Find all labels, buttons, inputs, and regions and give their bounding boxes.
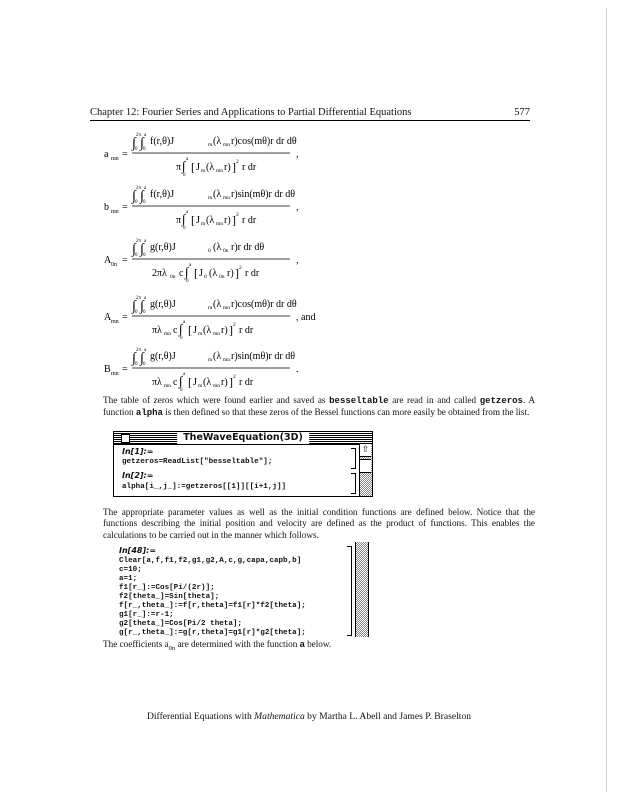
code-line[interactable]: f2[theta_]=Sin[theta]; — [119, 593, 220, 601]
bessel-j: J — [196, 162, 200, 173]
equation-svg — [100, 293, 360, 345]
equals-sign: = — [122, 255, 128, 266]
bracket: [ — [188, 375, 192, 389]
equation-punctuation: , — [296, 149, 299, 160]
integral-sign: ∫ — [140, 351, 144, 366]
integral-sign: ∫ — [132, 299, 136, 314]
equation-lhs-subscript: mn — [111, 209, 119, 215]
denominator-text: π — [176, 215, 182, 226]
bessel-subscript: m — [201, 221, 206, 227]
denominator-tail: r dr — [242, 215, 257, 226]
input-label-2: In[2]:= — [122, 471, 154, 480]
r-text: r) — [224, 162, 231, 173]
equation-4 — [100, 293, 360, 348]
code-line[interactable]: Clear[a,f,f1,f2,g1,g2,A,c,g,capa,capb,b] — [119, 557, 302, 565]
bracket: ] — [232, 160, 236, 174]
integral-limit: 2π — [136, 296, 142, 301]
denominator-tail: r dr — [245, 268, 260, 279]
equation-2 — [100, 183, 360, 238]
equation-lhs-subscript: mn — [111, 156, 119, 162]
integral-sign: ∫ — [132, 242, 136, 257]
page-number: 577 — [514, 107, 530, 118]
code-line[interactable]: g2[theta_]=Cos[Pi/2 theta]; — [119, 620, 243, 628]
bracket: ] — [229, 323, 233, 337]
equals-sign: = — [122, 312, 128, 323]
integral-limit: 2π — [136, 133, 142, 138]
header-rule — [90, 120, 530, 121]
code-line[interactable]: f1[r_]:=Cos[Pi/(2r)]; — [119, 584, 215, 592]
integral-limit: 0 — [143, 253, 146, 258]
code-alpha: alpha — [135, 408, 163, 419]
r-text: r) — [221, 377, 228, 388]
lambda-subscript: mn — [213, 331, 221, 337]
code-getzeros: getzeros — [479, 396, 523, 406]
footer-text-1: Differential Equations with — [146, 711, 255, 722]
integral-limit: 0 — [180, 388, 183, 393]
square-exponent: 2 — [239, 265, 242, 271]
integral-limit: 0 — [143, 310, 146, 315]
equation-3 — [100, 236, 360, 291]
lambda-subscript: mn — [223, 305, 231, 311]
page-edge-line — [606, 8, 607, 792]
integral-limit: 2π — [136, 348, 142, 353]
equals-sign: = — [122, 202, 128, 213]
bessel-j: J — [196, 215, 200, 226]
integral-sign: ∫ — [132, 189, 136, 204]
integral-sign: ∫ — [182, 158, 186, 173]
numerator-tail: r)cos(mθ)r dr dθ — [231, 136, 297, 147]
numerator-text: (λ — [213, 299, 222, 310]
integral-limit: a — [144, 296, 147, 301]
integral-sign: ∫ — [179, 321, 183, 336]
bracket: ] — [235, 266, 239, 280]
bracket: ] — [232, 213, 236, 227]
r-text: r) — [221, 325, 228, 336]
square-exponent: 2 — [233, 322, 236, 328]
equation-5 — [100, 345, 360, 400]
equals-sign: = — [122, 149, 128, 160]
integral-limit: 0 — [135, 200, 138, 205]
paragraph-parameters: The appropriate parameter values as well as the initial condition functions are defined below. Notice that the functions describing the initial position and velocity are defined as the product of functions. This enables the calculations to be carried out in the manner which follows. — [103, 507, 535, 540]
code-line[interactable]: g1[r_]:=r-1; — [119, 611, 174, 619]
page-footer — [0, 711, 618, 722]
denominator-subscript: mn — [164, 383, 172, 389]
notebook-window-wave-equation[interactable] — [113, 431, 373, 497]
r-text: r) — [224, 215, 231, 226]
integral-sign: ∫ — [185, 264, 189, 279]
square-exponent: 2 — [236, 212, 239, 218]
lambda: (λ — [209, 268, 218, 279]
integral-limit: 0 — [143, 147, 146, 152]
integral-sign: ∫ — [132, 351, 136, 366]
bracket: [ — [194, 266, 198, 280]
equation-lhs: a — [104, 149, 109, 160]
numerator-subscript: m — [208, 305, 213, 311]
denominator-c: c — [173, 377, 178, 388]
code-line[interactable]: f[r_,theta_]:=f[r,theta]=f1[r]*f2[theta]; — [119, 602, 306, 610]
denominator-c: c — [173, 325, 178, 336]
scroll-thumb[interactable] — [360, 459, 371, 473]
integral-limit: 2π — [136, 239, 142, 244]
equation-svg — [100, 130, 360, 182]
equation-lhs: A — [104, 312, 112, 323]
denominator-tail: r dr — [239, 377, 254, 388]
integral-limit: a — [183, 372, 186, 377]
integral-limit: 0 — [183, 173, 186, 178]
integral-limit: 0 — [143, 362, 146, 367]
lambda-subscript: mn — [223, 357, 231, 363]
integral-limit: 0 — [180, 336, 183, 341]
code-line-getzeros[interactable]: getzeros=ReadList["besseltable"]; — [122, 458, 273, 466]
denominator-c: c — [179, 268, 184, 279]
paragraph-coefficients — [103, 639, 535, 654]
numerator-subscript: m — [208, 195, 213, 201]
lambda: (λ — [206, 215, 215, 226]
input-label-1: In[1]:= — [122, 447, 154, 456]
equals-sign: = — [122, 364, 128, 375]
integral-limit: a — [183, 320, 186, 325]
numerator-subscript: m — [208, 357, 213, 363]
integral-limit: a — [144, 186, 147, 191]
bessel-subscript: m — [198, 383, 203, 389]
bessel-subscript: 0 — [204, 274, 207, 280]
integral-limit: 0 — [135, 147, 138, 152]
lambda: (λ — [206, 162, 215, 173]
bessel-subscript: m — [201, 168, 206, 174]
integral-limit: 0 — [135, 253, 138, 258]
para3-subscript: 0n — [168, 644, 176, 652]
bessel-j: J — [199, 268, 203, 279]
lambda-subscript: mn — [223, 195, 231, 201]
integral-limit: 0 — [186, 279, 189, 284]
bracket: [ — [188, 323, 192, 337]
integral-limit: 0 — [183, 226, 186, 231]
equation-lhs-subscript: mn — [111, 319, 119, 325]
integral-limit: a — [144, 133, 147, 138]
cell-bracket-1[interactable] — [351, 448, 356, 469]
integral-limit: 2π — [136, 186, 142, 191]
integral-sign: ∫ — [140, 242, 144, 257]
integral-limit: a — [186, 157, 189, 162]
equation-punctuation: , — [296, 255, 299, 266]
equation-svg — [100, 236, 360, 288]
equation-punctuation: , and — [296, 312, 316, 323]
code-line[interactable]: c=10; — [119, 566, 142, 574]
para1-text-4: is then defined so that these zeros of the Bessel functions can more easily be obtained from the list. — [162, 407, 530, 418]
equation-1 — [100, 130, 360, 185]
integral-sign: ∫ — [182, 211, 186, 226]
paragraph-besseltable — [103, 395, 535, 420]
bessel-subscript: m — [198, 331, 203, 337]
numerator-text: g(r,θ)J — [150, 242, 176, 253]
numerator-text: f(r,θ)J — [150, 189, 175, 200]
equation-lhs: b — [104, 202, 109, 213]
square-exponent: 2 — [233, 374, 236, 380]
lambda-subscript: 0n — [219, 274, 225, 280]
denominator-tail: r dr — [242, 162, 257, 173]
para1-text-1: The table of zeros which were found earlier and saved as — [103, 395, 330, 405]
window-title-bar[interactable] — [114, 432, 372, 445]
equation-punctuation: , — [296, 202, 299, 213]
scroll-up-arrow-icon[interactable]: ⇧ — [361, 445, 370, 455]
numerator-tail: r)cos(mθ)r dr dθ — [231, 299, 297, 310]
function-a-label: a — [299, 639, 305, 649]
bracket: ] — [229, 375, 233, 389]
lambda: (λ — [203, 377, 212, 388]
integral-sign: ∫ — [132, 136, 136, 151]
bessel-j: J — [193, 325, 197, 336]
code-line[interactable]: a=1; — [119, 575, 138, 583]
equation-svg — [100, 345, 360, 397]
cell-bracket-3[interactable] — [347, 546, 352, 636]
para1-text-3: . A function — [103, 395, 535, 418]
integral-sign: ∫ — [140, 189, 144, 204]
numerator-text: (λ — [213, 136, 222, 147]
lambda-subscript: 0n — [223, 248, 229, 254]
equation-lhs-subscript: 0n — [111, 262, 117, 268]
equation-punctuation: . — [296, 364, 299, 375]
numerator-text: g(r,θ)J — [150, 351, 176, 362]
numerator-subscript: m — [208, 142, 213, 148]
equation-lhs: A — [104, 255, 112, 266]
integral-limit: 0 — [135, 310, 138, 315]
bracket: [ — [191, 213, 195, 227]
square-exponent: 2 — [236, 159, 239, 165]
integral-sign: ∫ — [140, 136, 144, 151]
numerator-tail: r)r dr dθ — [231, 242, 265, 253]
lambda-subscript: mn — [223, 142, 231, 148]
denominator-tail: r dr — [239, 325, 254, 336]
denominator-text: π — [176, 162, 182, 173]
lambda: (λ — [203, 325, 212, 336]
para1-text-2: are read in and called — [388, 395, 480, 405]
input-label-48: In[48]:= — [119, 546, 157, 555]
numerator-text: f(r,θ)J — [150, 136, 175, 147]
close-box-icon[interactable] — [121, 434, 130, 443]
numerator-text: (λ — [213, 351, 222, 362]
code-line[interactable]: g[r_,theta_]:=g[r,theta]=g1[r]*g2[theta]; — [119, 629, 306, 637]
equation-lhs: B — [104, 364, 111, 375]
bracket: [ — [191, 160, 195, 174]
code-besseltable: besseltable — [329, 396, 389, 406]
equation-lhs-subscript: mn — [111, 371, 119, 377]
numerator-subscript: 0 — [208, 248, 211, 254]
numerator-tail: r)sin(mθ)r dr dθ — [231, 351, 296, 362]
para3-text-2: are determined with the function — [175, 639, 300, 649]
denominator-subscript: mn — [164, 331, 172, 337]
integral-limit: a — [189, 263, 192, 268]
integral-limit: a — [144, 348, 147, 353]
integral-sign: ∫ — [179, 373, 183, 388]
integral-limit: a — [144, 239, 147, 244]
footer-mathematica: Mathematica — [254, 711, 305, 722]
denominator-subscript: 0n — [170, 274, 176, 280]
integral-limit: a — [186, 210, 189, 215]
integral-sign: ∫ — [140, 299, 144, 314]
numerator-text: (λ — [213, 242, 222, 253]
window-title: TheWaveEquation(3D) — [177, 432, 309, 444]
equation-svg — [100, 183, 360, 235]
chapter-title: Chapter 12: Fourier Series and Applications to Partial Differential Equations — [90, 107, 412, 118]
vertical-scrollbar[interactable] — [359, 444, 372, 496]
code-line-alpha[interactable]: alpha[i_,j_]:=getzeros[[1]][[i+1,j]] — [122, 483, 287, 491]
denominator-text: 2πλ — [152, 268, 167, 279]
numerator-text: (λ — [213, 189, 222, 200]
integral-limit: 0 — [135, 362, 138, 367]
bessel-j: J — [193, 377, 197, 388]
numerator-text: g(r,θ)J — [150, 299, 176, 310]
para3-text-1: The coefficients a — [103, 639, 169, 649]
r-text: r) — [227, 268, 234, 279]
lambda-subscript: mn — [213, 383, 221, 389]
notebook-cell-definitions[interactable] — [113, 542, 369, 637]
lambda-subscript: mn — [216, 221, 224, 227]
denominator-text: πλ — [152, 325, 162, 336]
footer-text-2: by Martha L. Abell and James P. Braselton — [304, 711, 472, 722]
vertical-scrollbar-2[interactable] — [355, 542, 368, 637]
cell-bracket-2[interactable] — [351, 473, 356, 494]
lambda-subscript: mn — [216, 168, 224, 174]
para3-text-3: below. — [304, 639, 332, 649]
numerator-tail: r)sin(mθ)r dr dθ — [231, 189, 296, 200]
denominator-text: πλ — [152, 377, 162, 388]
integral-limit: 0 — [143, 200, 146, 205]
